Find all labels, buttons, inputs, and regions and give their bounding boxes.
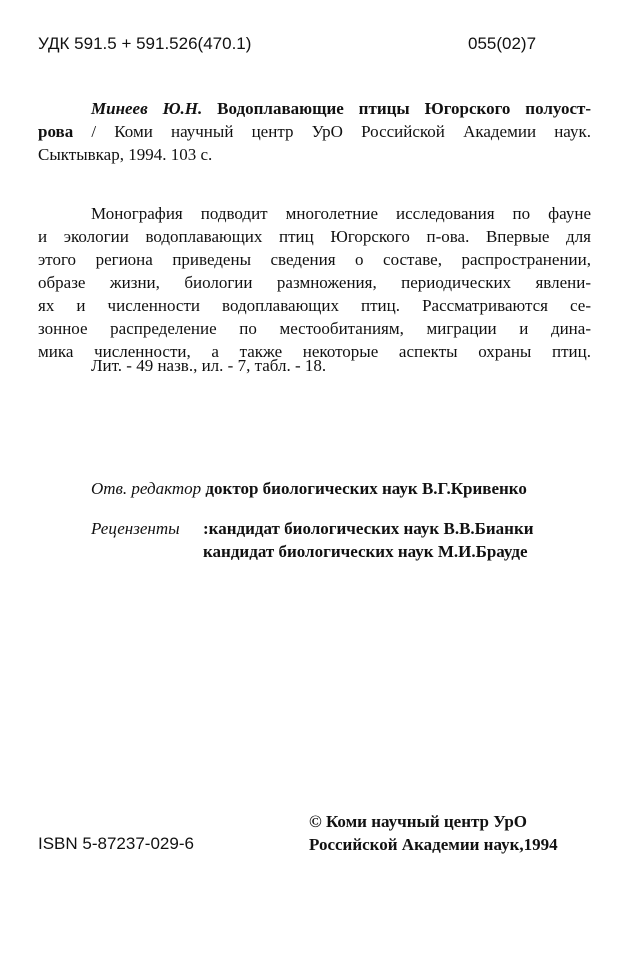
udk-code: УДК 591.5 + 591.526(470.1)	[38, 34, 252, 53]
editor-line	[91, 478, 527, 500]
citation-publisher: / Коми научный центр УрО Российской Академии наук.	[91, 122, 591, 141]
citation-line-1	[91, 98, 591, 120]
abstract-line: образе жизни, биологии размножения, периодических явлени-	[38, 273, 591, 292]
reviewer-2: кандидат биологических наук М.И.Брауде	[203, 542, 528, 561]
editor-value: доктор биологических наук В.Г.Кривенко	[205, 479, 527, 498]
citation-title-part1: Водоплавающие птицы Югорского полуост-	[217, 99, 592, 118]
citation-line-3: Сыктывкар, 1994. 103 с.	[38, 145, 213, 164]
abstract-line: зонное распределение по местообитаниям, миграции и дина-	[38, 319, 591, 338]
citation-title-part2: рова	[38, 122, 74, 141]
isbn: ISBN 5-87237-029-6	[38, 834, 194, 853]
copyright-line-2: Российской Академии наук,1994	[309, 835, 558, 854]
abstract-line: ях и численности водоплавающих птиц. Рассматриваются се-	[38, 296, 591, 315]
abstract-line: Монография подводит многолетние исследования по фауне	[91, 204, 591, 223]
reviewer-1: :кандидат биологических наук В.В.Бианки	[203, 519, 534, 538]
abstract-line: мика численности, а также некоторые аспекты охраны птиц.	[38, 342, 591, 361]
citation-line-2	[38, 121, 591, 143]
reviewers-label: Рецензенты	[91, 519, 180, 538]
bibliography-stats: Лит. - 49 назв., ил. - 7, табл. - 18.	[91, 356, 327, 375]
copyright-line-1: © Коми научный центр УрО	[309, 812, 528, 831]
citation-author: Минеев Ю.Н.	[91, 99, 203, 118]
classification-code: 055(02)7	[468, 34, 537, 53]
abstract-line: и экологии водоплавающих птиц Югорского п-ова. Впервые для	[38, 227, 591, 246]
abstract-line: этого региона приведены сведения о составе, распространении,	[38, 250, 591, 269]
editor-label: Отв. редактор	[91, 479, 202, 498]
